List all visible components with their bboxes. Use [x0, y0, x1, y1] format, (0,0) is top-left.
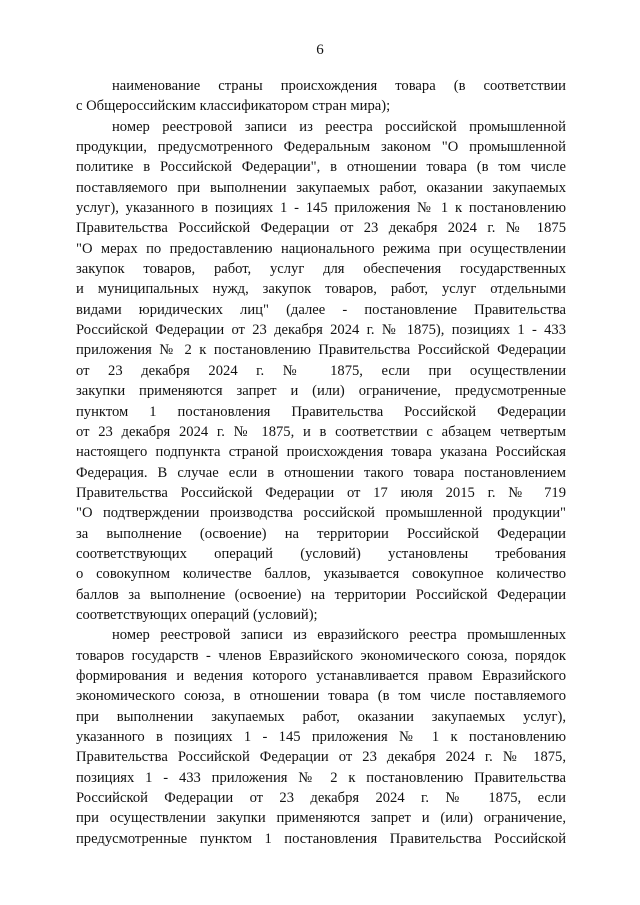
text-line: Российской Федерации от 23 декабря 2024 г. № 1875), позициях 1 - 433 — [76, 322, 566, 339]
text-line: настоящего подпункта страной происхождения товара указана Российская — [76, 444, 566, 461]
text-line: номер реестровой записи из евразийского реестра промышленных — [112, 627, 566, 644]
text-line: с Общероссийским классификатором стран мира); — [76, 98, 391, 115]
text-line: соответствующих операций (условий); — [76, 606, 318, 623]
text-line: пунктом 1 постановления Правительства Российской Федерации — [76, 403, 566, 420]
text-line: закупок товаров, работ, услуг для обеспечения государственных — [76, 261, 566, 278]
text-line: видами юридических лиц" (далее - постановление Правительства — [76, 301, 566, 318]
text-line: при осуществлении закупки применяются запрет и (или) ограничение, — [76, 810, 566, 827]
text-line: и муниципальных нужд, закупок товаров, работ, услуг отдельными — [76, 281, 566, 298]
text-line: продукции, предусмотренного Федеральным законом "О промышленной — [76, 139, 566, 156]
text-line: политике в Российской Федерации", в отношении товара (в том числе — [76, 159, 566, 176]
paragraph — [76, 117, 566, 626]
text-line: приложения № 2 к постановлению Правительства Российской Федерации — [76, 342, 566, 359]
text-line: Правительства Российской Федерации от 23 декабря 2024 г. № 1875, — [76, 749, 566, 766]
page-number: 6 — [316, 42, 324, 58]
text-line: Правительства Российской Федерации от 17 июля 2015 г. № 719 — [76, 484, 566, 501]
text-line: Правительства Российской Федерации от 23 декабря 2024 г. № 1875 — [76, 220, 566, 237]
text-line: при выполнении закупаемых работ, оказании закупаемых услуг), — [76, 708, 566, 725]
text-line: закупки применяются запрет и (или) ограничение, предусмотренные — [76, 383, 566, 400]
paragraph — [76, 76, 566, 117]
text-line: позициях 1 - 433 приложения № 2 к постановлению Правительства — [76, 769, 566, 786]
text-line: баллов за выполнение (освоение) на территории Российской Федерации — [76, 586, 566, 603]
text-line: "О мерах по предоставлению национального режима при осуществлении — [76, 240, 566, 257]
text-line: формирования и ведения которого устанавливается правом Евразийского — [76, 667, 566, 684]
document-body — [76, 76, 566, 849]
text-line: поставляемого при выполнении закупаемых работ, оказании закупаемых — [76, 179, 566, 196]
text-line: Федерация. В случае если в отношении такого товара постановлением — [76, 464, 566, 481]
text-line: соответствующих операций (условий) установлены требования — [76, 545, 566, 562]
text-line: предусмотренные пунктом 1 постановления Правительства Российской — [76, 830, 566, 847]
text-line: Российской Федерации от 23 декабря 2024 г. № 1875, если — [76, 790, 566, 807]
text-line: за выполнение (освоение) на территории Российской Федерации — [76, 525, 566, 542]
paragraph — [76, 625, 566, 849]
text-line: номер реестровой записи из реестра российской промышленной — [112, 118, 566, 135]
text-line: товаров государств - членов Евразийского экономического союза, порядок — [76, 647, 566, 664]
text-line: услуг), указанного в позициях 1 - 145 приложения № 1 к постановлению — [76, 200, 566, 217]
text-line: от 23 декабря 2024 г. № 1875, если при осуществлении — [76, 362, 566, 379]
text-line: о совокупном количестве баллов, указывается совокупное количество — [76, 566, 566, 583]
text-line: наименование страны происхождения товара (в соответствии — [112, 78, 566, 94]
text-line: указанного в позициях 1 - 145 приложения № 1 к постановлению — [76, 729, 566, 745]
text-line: "О подтверждении производства российской промышленной продукции" — [76, 505, 566, 522]
text-line: экономического союза, в отношении товара (в том числе поставляемого — [76, 688, 566, 705]
text-line: от 23 декабря 2024 г. № 1875, и в соответствии с абзацем четвертым — [76, 423, 566, 440]
